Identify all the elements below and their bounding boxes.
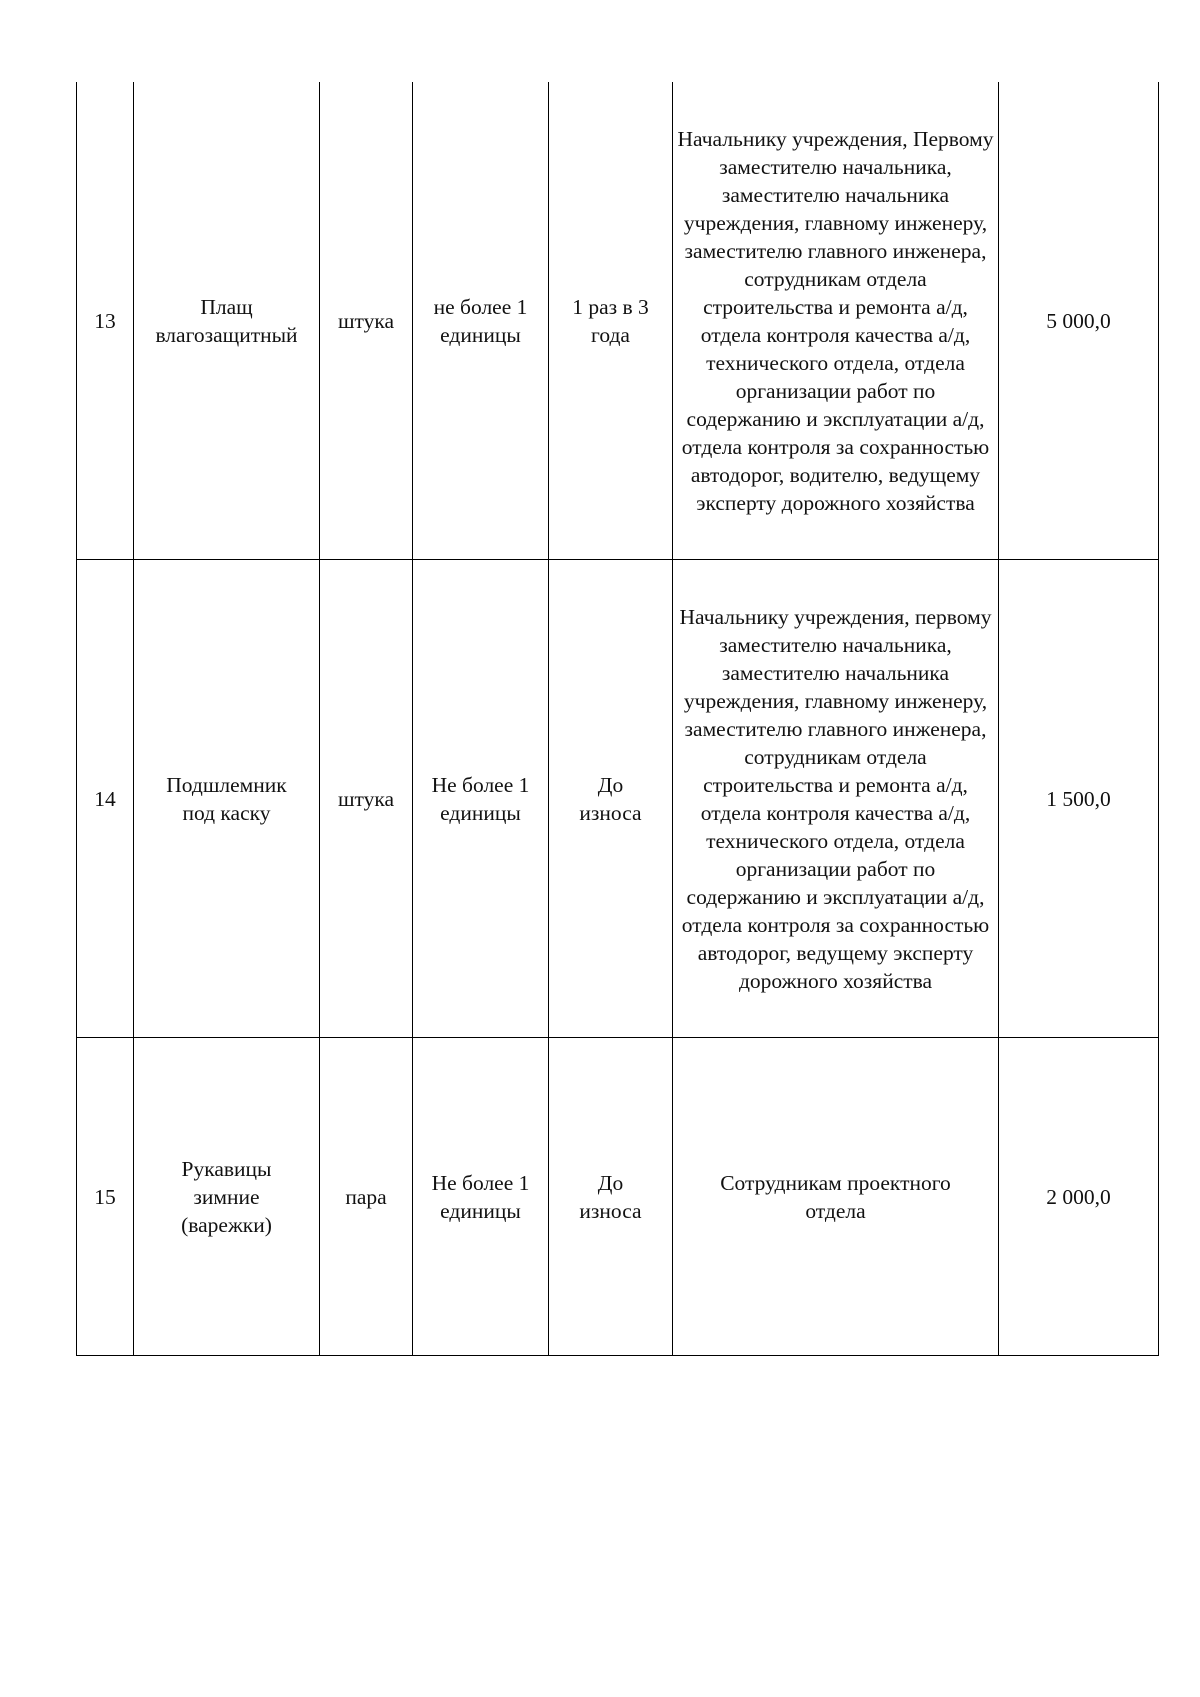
quantity: не более 1 единицы xyxy=(433,294,528,347)
frequency-cell xyxy=(549,560,673,1038)
unit-cell xyxy=(320,82,413,560)
recipients: Начальнику учреждения, Первому заместителю начальника, заместителю начальника учреждения, главному инженеру, заместителю главного инженера, сотрудникам отдела строительства и ремонта а/д, отдела контроля качества а/д, технического отдела, отдела организации работ по содержанию и эксплуатации а/д, отдела контроля за сохранностью автодорог, водителю, ведущему эксперту дорожного хозяйства xyxy=(677,126,994,515)
quantity: Не более 1 единицы xyxy=(431,1170,530,1223)
quantity-cell xyxy=(413,1038,549,1356)
price: 5 000,0 xyxy=(1046,308,1111,333)
frequency: До износа xyxy=(579,772,642,825)
price: 2 000,0 xyxy=(1046,1184,1111,1209)
frequency: 1 раз в 3 года xyxy=(572,294,649,347)
unit-cell xyxy=(320,560,413,1038)
recipients: Начальнику учреждения, первому заместителю начальника, заместителю начальника учреждения, главному инженеру, заместителю главного инженера, сотрудникам отдела строительства и ремонта а/д, отдела контроля качества а/д, технического отдела, отдела организации работ по содержанию и эксплуатации а/д, отдела контроля за сохранностью автодорог, ведущему эксперту дорожного хозяйства xyxy=(679,604,992,993)
item-name-cell xyxy=(134,1038,320,1356)
unit: штука xyxy=(337,786,395,811)
item-name: Рукавицы зимние (варежки) xyxy=(181,1156,272,1237)
unit: штука xyxy=(337,308,395,333)
recipients-cell xyxy=(673,82,999,560)
table-row xyxy=(77,82,1159,560)
table-row xyxy=(77,1038,1159,1356)
quantity-cell xyxy=(413,560,549,1038)
price: 1 500,0 xyxy=(1046,786,1111,811)
item-name: Подшлемник под каску xyxy=(166,772,287,825)
frequency-cell xyxy=(549,82,673,560)
equipment-norms-table xyxy=(76,82,1159,1356)
frequency: До износа xyxy=(579,1170,642,1223)
frequency-cell xyxy=(549,1038,673,1356)
item-name-cell xyxy=(134,560,320,1038)
row-number: 13 xyxy=(94,308,116,333)
recipients: Сотрудникам проектного отдела xyxy=(720,1170,951,1223)
recipients-cell xyxy=(673,1038,999,1356)
price-cell xyxy=(999,560,1159,1038)
quantity-cell xyxy=(413,82,549,560)
recipients-cell xyxy=(673,560,999,1038)
row-number-cell xyxy=(77,82,134,560)
row-number-cell xyxy=(77,560,134,1038)
table-row xyxy=(77,560,1159,1038)
price-cell xyxy=(999,1038,1159,1356)
row-number: 15 xyxy=(94,1184,116,1209)
item-name-cell xyxy=(134,82,320,560)
price-cell xyxy=(999,82,1159,560)
row-number-cell xyxy=(77,1038,134,1356)
row-number: 14 xyxy=(94,786,116,811)
unit-cell xyxy=(320,1038,413,1356)
quantity: Не более 1 единицы xyxy=(431,772,530,825)
item-name: Плащ влагозащитный xyxy=(155,294,298,347)
unit: пара xyxy=(345,1184,387,1209)
